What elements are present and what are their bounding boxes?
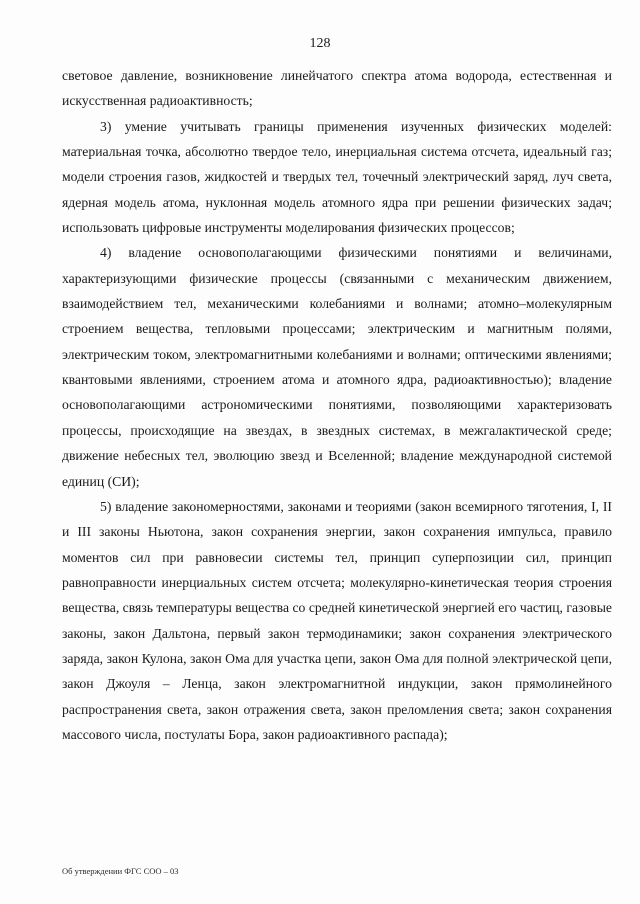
document-footer: Об утверждении ФГС СОО – 03 — [62, 866, 179, 876]
body-text — [62, 63, 612, 747]
paragraph-continuation: световое давление, возникновение линейчатого спектра атома водорода, естественная и искусственная радиоактивность; — [62, 68, 612, 109]
paragraph-item-3: 3) умение учитывать границы применения изученных физических моделей: материальная точка, абсолютно твердое тело, инерциальная система отсчета, идеальный газ; модели строения газов, жидкостей и твердых тел, точечный электрический заряд, луч света, ядерная модель атома, нуклонная модель атомного ядра при решении физических задач; использовать цифровые инструменты моделирования физических процессов; — [62, 118, 612, 236]
paragraph-item-4: 4) владение основополагающими физическими понятиями и величинами, характеризующими физические процессы (связанными с механическим движением, взаимодействием тел, механическими колебаниями и волнами; атомно–молекулярным строением вещества, тепловыми процессами; электрическим и магнитным полями, электрическим током, электромагнитными колебаниями и волнами; оптическими явлениями; квантовыми явлениями, строением атома и атомного ядра, радиоактивностью); владение основополагающими астрономическими понятиями, позволяющими характеризовать процессы, происходящие на звездах, в звездных системах, в межгалактической среде; движение небесных тел, эволюцию звезд и Вселенной; владение международной системой единиц (СИ); — [62, 245, 612, 489]
page-number: 128 — [309, 36, 331, 51]
paragraph-item-5: 5) владение закономерностями, законами и теориями (закон всемирного тяготения, I, II и III законы Ньютона, закон сохранения энергии, закон сохранения импульса, правило моментов сил при равновесии системы тел, принцип суперпозиции сил, принцип равноправности инерциальных систем отсчета; молекулярно-кинетическая теория строения вещества, связь температуры вещества со средней кинетической энергией его частиц, газовые законы, закон Дальтона, первый закон термодинамики; закон сохранения электрического заряда, закон Кулона, закон Ома для участка цепи, закон Ома для полной электрической цепи, закон Джоуля – Ленца, закон электромагнитной индукции, закон прямолинейного распространения света, закон отражения света, закон преломления света; закон сохранения массового числа, постулаты Бора, закон радиоактивного распада); — [62, 498, 612, 742]
